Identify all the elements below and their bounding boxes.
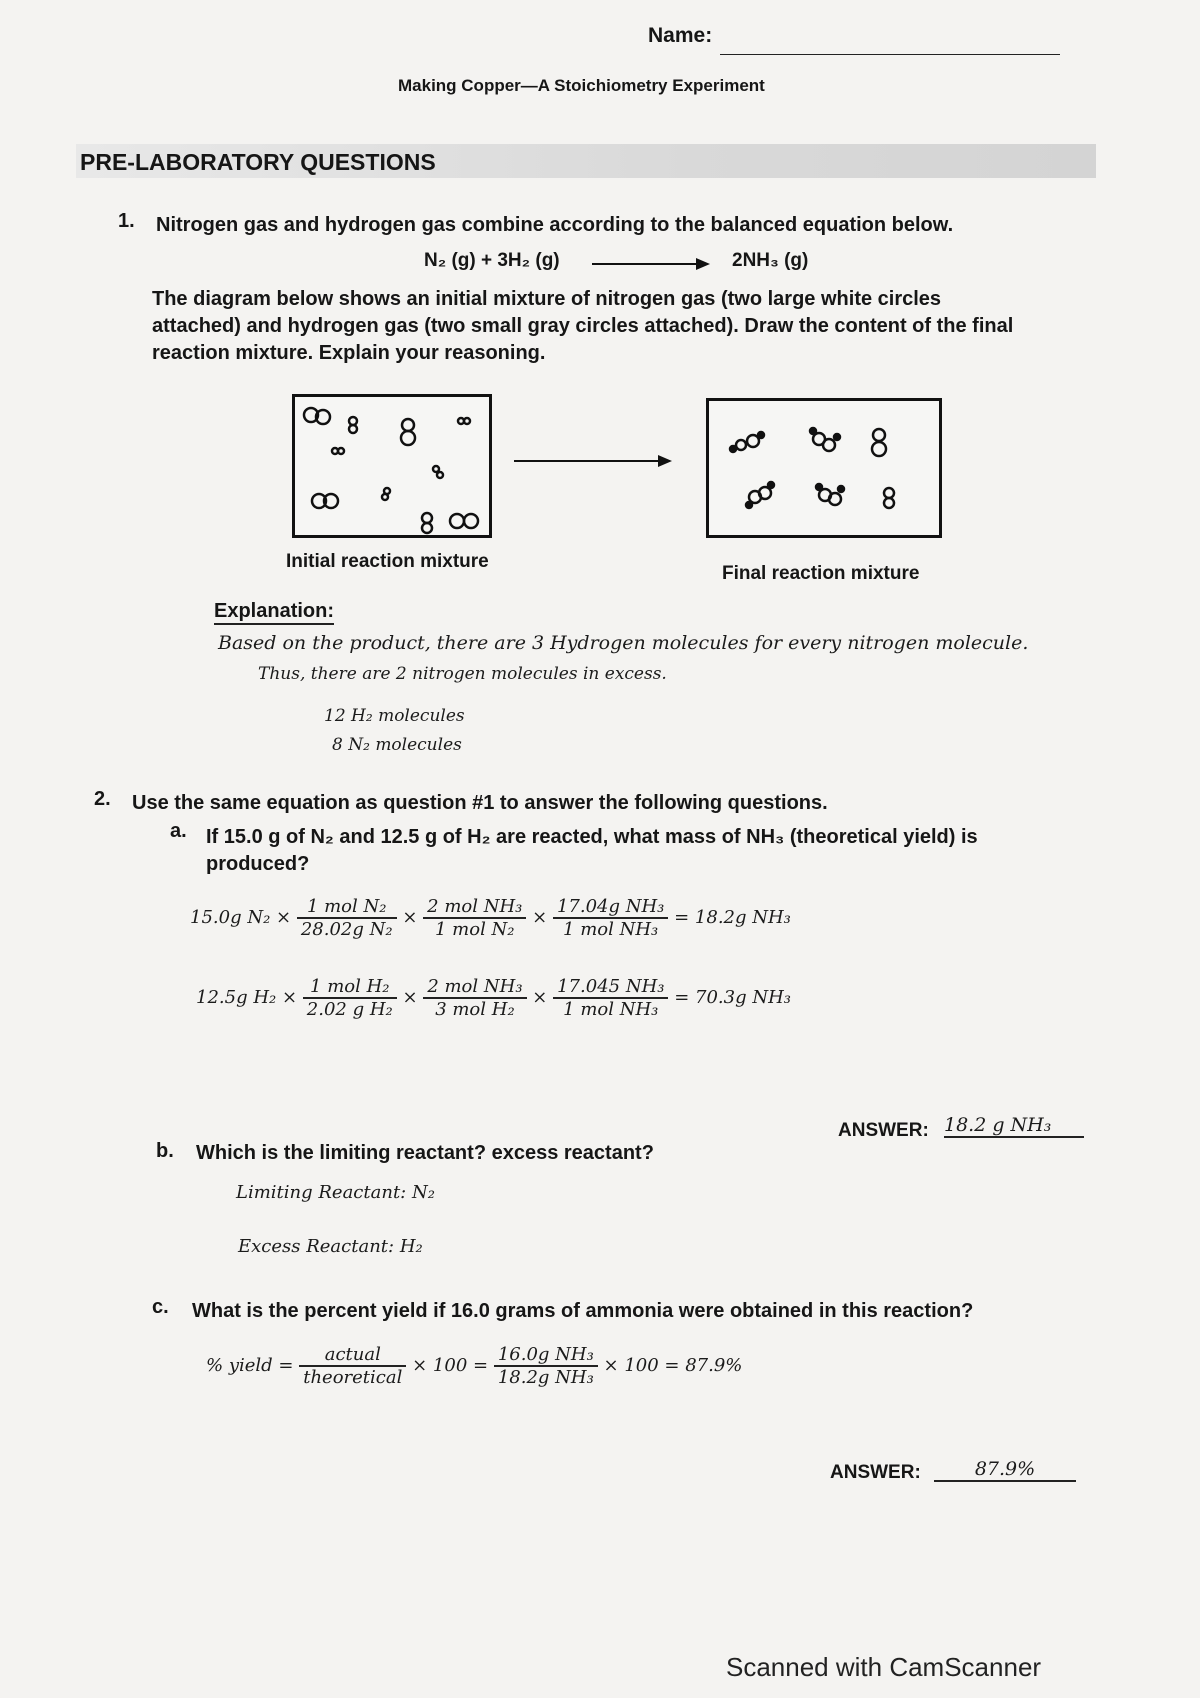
fraction-numerator: 1 mol N₂ — [297, 896, 397, 919]
q1-equation-left: N₂ (g) + 3H₂ (g) — [424, 250, 560, 271]
explanation-line-4: 8 N₂ molecules — [332, 735, 462, 755]
q2a-text-2: produced? — [206, 853, 310, 875]
q2-prompt: Use the same equation as question #1 to answer the following questions. — [132, 792, 828, 814]
initial-mixture-box — [292, 394, 492, 538]
name-label: Name: — [648, 24, 713, 47]
final-mixture-box — [706, 398, 942, 538]
reaction-arrow-icon — [592, 256, 712, 272]
percent-yield-start: % yield = — [206, 1355, 294, 1376]
percent-yield-factor-2 — [494, 1344, 598, 1388]
percent-yield-factor-1 — [299, 1344, 406, 1388]
fraction-numerator: actual — [299, 1344, 406, 1367]
q1-diagram-text-3: reaction mixture. Explain your reasoning. — [152, 342, 546, 364]
work-h2-factor-3 — [553, 976, 668, 1020]
fraction-numerator: 2 mol NH₃ — [423, 976, 526, 999]
fraction-denominator: theoretical — [303, 1367, 403, 1388]
q1-prompt: Nitrogen gas and hydrogen gas combine according to the balanced equation below. — [156, 214, 954, 236]
q2c-label: c. — [152, 1296, 169, 1318]
name-line — [720, 54, 1060, 55]
percent-yield-work — [206, 1344, 742, 1388]
percent-yield-mid: × 100 = — [412, 1355, 489, 1376]
fraction-denominator: 1 mol N₂ — [434, 919, 515, 940]
q2a-text-1: If 15.0 g of N₂ and 12.5 g of H₂ are reacted, what mass of NH₃ (theoretical yield) is — [206, 826, 978, 848]
q2b-excess: Excess Reactant: H₂ — [238, 1236, 423, 1257]
camscanner-watermark: Scanned with CamScanner — [726, 1652, 1042, 1682]
fraction-denominator: 3 mol H₂ — [435, 999, 515, 1020]
q2c-answer-label: ANSWER: — [830, 1462, 921, 1483]
q2c-answer-value: 87.9% — [934, 1458, 1076, 1482]
fraction-numerator: 16.0g NH₃ — [494, 1344, 598, 1367]
explanation-line-2: Thus, there are 2 nitrogen molecules in excess. — [258, 664, 667, 684]
document-title: Making Copper—A Stoichiometry Experiment — [398, 76, 765, 95]
fraction-denominator: 28.02g N₂ — [300, 919, 393, 940]
explanation-line-3: 12 H₂ molecules — [324, 706, 465, 726]
work-h2-factor-2 — [423, 976, 526, 1020]
fraction-denominator: 18.2g NH₃ — [497, 1367, 594, 1388]
q2b-text: Which is the limiting reactant? excess reactant? — [196, 1142, 654, 1164]
work-n2-result: = 18.2g NH₃ — [674, 907, 791, 928]
work-h2-start: 12.5g H₂ × — [196, 987, 298, 1008]
initial-molecules-drawing — [295, 397, 489, 535]
q2a-answer-value: 18.2 g NH₃ — [944, 1114, 1084, 1138]
q1-diagram-text-2: attached) and hydrogen gas (two small gray circles attached). Draw the content of the final — [152, 315, 1014, 337]
work-n2-start: 15.0g N₂ × — [190, 907, 292, 928]
q2a-answer-label: ANSWER: — [838, 1120, 929, 1141]
work-h2-result: = 70.3g NH₃ — [674, 987, 792, 1008]
mixture-arrow-icon — [514, 452, 674, 470]
q2c-text: What is the percent yield if 16.0 grams of ammonia were obtained in this reaction? — [192, 1300, 974, 1322]
final-mixture-label: Final reaction mixture — [722, 563, 920, 584]
q2b-limiting: Limiting Reactant: N₂ — [236, 1182, 435, 1203]
q1-diagram-text-1: The diagram below shows an initial mixture of nitrogen gas (two large white circles — [152, 288, 942, 310]
q1-number: 1. — [118, 210, 135, 232]
percent-yield-result: × 100 = 87.9% — [603, 1355, 743, 1376]
work-n2-factor-2 — [423, 896, 526, 940]
q2b-label: b. — [156, 1140, 174, 1162]
initial-mixture-label: Initial reaction mixture — [286, 551, 489, 572]
final-molecules-drawing — [709, 401, 939, 535]
q2a-label: a. — [170, 820, 187, 842]
q2-number: 2. — [94, 788, 111, 810]
work-h2-factor-1 — [303, 976, 397, 1020]
work-h2: 12.5g H₂ × $\frac{\text{1 mol H₂}}{\text{2.02 g H₂}}$ × $\frac{\text{2 mol NH₃}}{\text{3 mol H₂}}$ × $\frac{\text{17.045 NH₃}}{\text{1 mol NH₃}}$ = 70.3g NH₃ — [196, 976, 792, 1020]
work-n2-factor-3 — [553, 896, 668, 940]
fraction-denominator: 1 mol NH₃ — [563, 919, 659, 940]
fraction-numerator: 17.045 NH₃ — [553, 976, 668, 999]
fraction-denominator: 1 mol NH₃ — [563, 999, 659, 1020]
fraction-numerator: 1 mol H₂ — [303, 976, 397, 999]
section-title: PRE-LABORATORY QUESTIONS — [80, 149, 436, 175]
fraction-numerator: 17.04g NH₃ — [553, 896, 668, 919]
work-n2-factor-1 — [297, 896, 397, 940]
work-n2: 15.0g N₂ × $\frac{\text{1 mol N₂}}{\text{28.02g N₂}}$ × $\frac{\text{2 mol NH₃}}{\text{1 mol N₂}}$ × $\frac{\text{17.04g NH₃}}{\text{1 mol NH₃}}$ = 18.2g NH₃ — [190, 896, 791, 940]
q1-equation-right: 2NH₃ (g) — [732, 250, 809, 271]
explanation-label: Explanation: — [214, 600, 334, 625]
fraction-numerator: 2 mol NH₃ — [423, 896, 526, 919]
explanation-line-1: Based on the product, there are 3 Hydrogen molecules for every nitrogen molecule. — [218, 632, 1029, 654]
fraction-denominator: 2.02 g H₂ — [306, 999, 393, 1020]
